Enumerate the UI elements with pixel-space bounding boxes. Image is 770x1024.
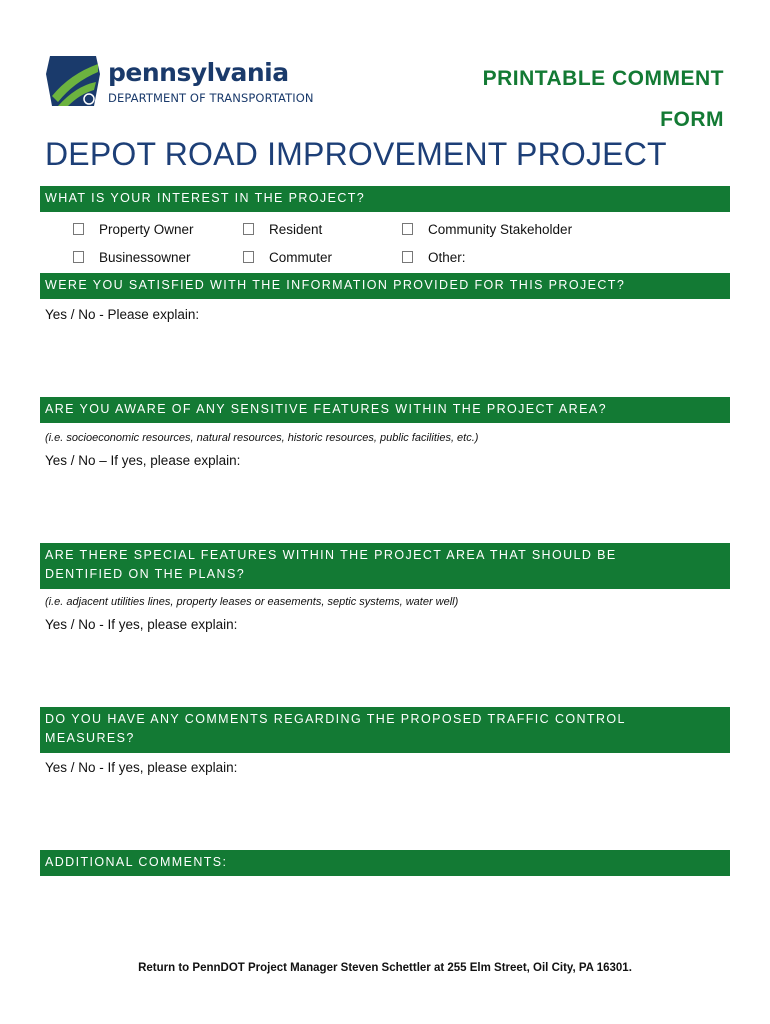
option-other[interactable]	[402, 250, 466, 265]
option-label: Resident	[269, 222, 323, 237]
option-resident[interactable]	[243, 222, 322, 237]
special-note: (i.e. adjacent utilities lines, property leases or easements, septic systems, water well)	[45, 596, 459, 608]
keystone-logo-icon	[44, 52, 102, 110]
checkbox[interactable]	[402, 251, 413, 263]
traffic-heading-line1: DO YOU HAVE ANY COMMENTS REGARDING THE PROPOSED TRAFFIC CONTROL	[45, 712, 626, 726]
logo-wordmark: pennsylvania	[108, 58, 289, 87]
checkbox[interactable]	[243, 251, 254, 263]
logo-department: DEPARTMENT OF TRANSPORTATION	[108, 91, 314, 105]
form-title-line2: FORM	[660, 108, 724, 131]
return-address: Return to PennDOT Project Manager Steven Schettler at 255 Elm Street, Oil City, PA 16301.	[138, 962, 632, 974]
option-label: Businessowner	[99, 250, 191, 265]
special-heading	[40, 543, 730, 589]
additional-heading: ADDITIONAL COMMENTS:	[40, 850, 730, 876]
option-label: Community Stakeholder	[428, 222, 573, 237]
checkbox[interactable]	[243, 223, 254, 235]
traffic-heading	[40, 707, 730, 753]
checkbox[interactable]	[73, 223, 84, 235]
form-title-line1: PRINTABLE COMMENT	[482, 67, 724, 90]
option-label: Other:	[428, 250, 466, 265]
satisfied-prompt: Yes / No - Please explain:	[45, 307, 200, 322]
option-community-stakeholder[interactable]	[402, 222, 572, 237]
option-label: Property Owner	[99, 222, 194, 237]
project-title: DEPOT ROAD IMPROVEMENT PROJECT	[45, 136, 667, 172]
sensitive-heading: ARE YOU AWARE OF ANY SENSITIVE FEATURES WITHIN THE PROJECT AREA?	[40, 397, 730, 423]
form-title	[404, 58, 724, 140]
special-heading-line2: DENTIFIED ON THE PLANS?	[45, 567, 246, 581]
option-label: Commuter	[269, 250, 333, 265]
option-businessowner[interactable]	[73, 250, 191, 265]
sensitive-note: (i.e. socioeconomic resources, natural resources, historic resources, public facilities, etc.)	[45, 432, 479, 444]
traffic-prompt: Yes / No - If yes, please explain:	[45, 760, 238, 775]
sensitive-prompt: Yes / No – If yes, please explain:	[45, 453, 241, 468]
traffic-heading-line2: MEASURES?	[45, 731, 135, 745]
special-heading-line1: ARE THERE SPECIAL FEATURES WITHIN THE PROJECT AREA THAT SHOULD BE	[45, 548, 617, 562]
special-prompt: Yes / No - If yes, please explain:	[45, 617, 238, 632]
penndot-logo	[44, 52, 324, 114]
checkbox[interactable]	[402, 223, 413, 235]
checkbox[interactable]	[73, 251, 84, 263]
option-commuter[interactable]	[243, 250, 332, 265]
option-property-owner[interactable]	[73, 222, 194, 237]
interest-heading: WHAT IS YOUR INTEREST IN THE PROJECT?	[40, 186, 730, 212]
satisfied-heading: WERE YOU SATISFIED WITH THE INFORMATION PROVIDED FOR THIS PROJECT?	[40, 273, 730, 299]
